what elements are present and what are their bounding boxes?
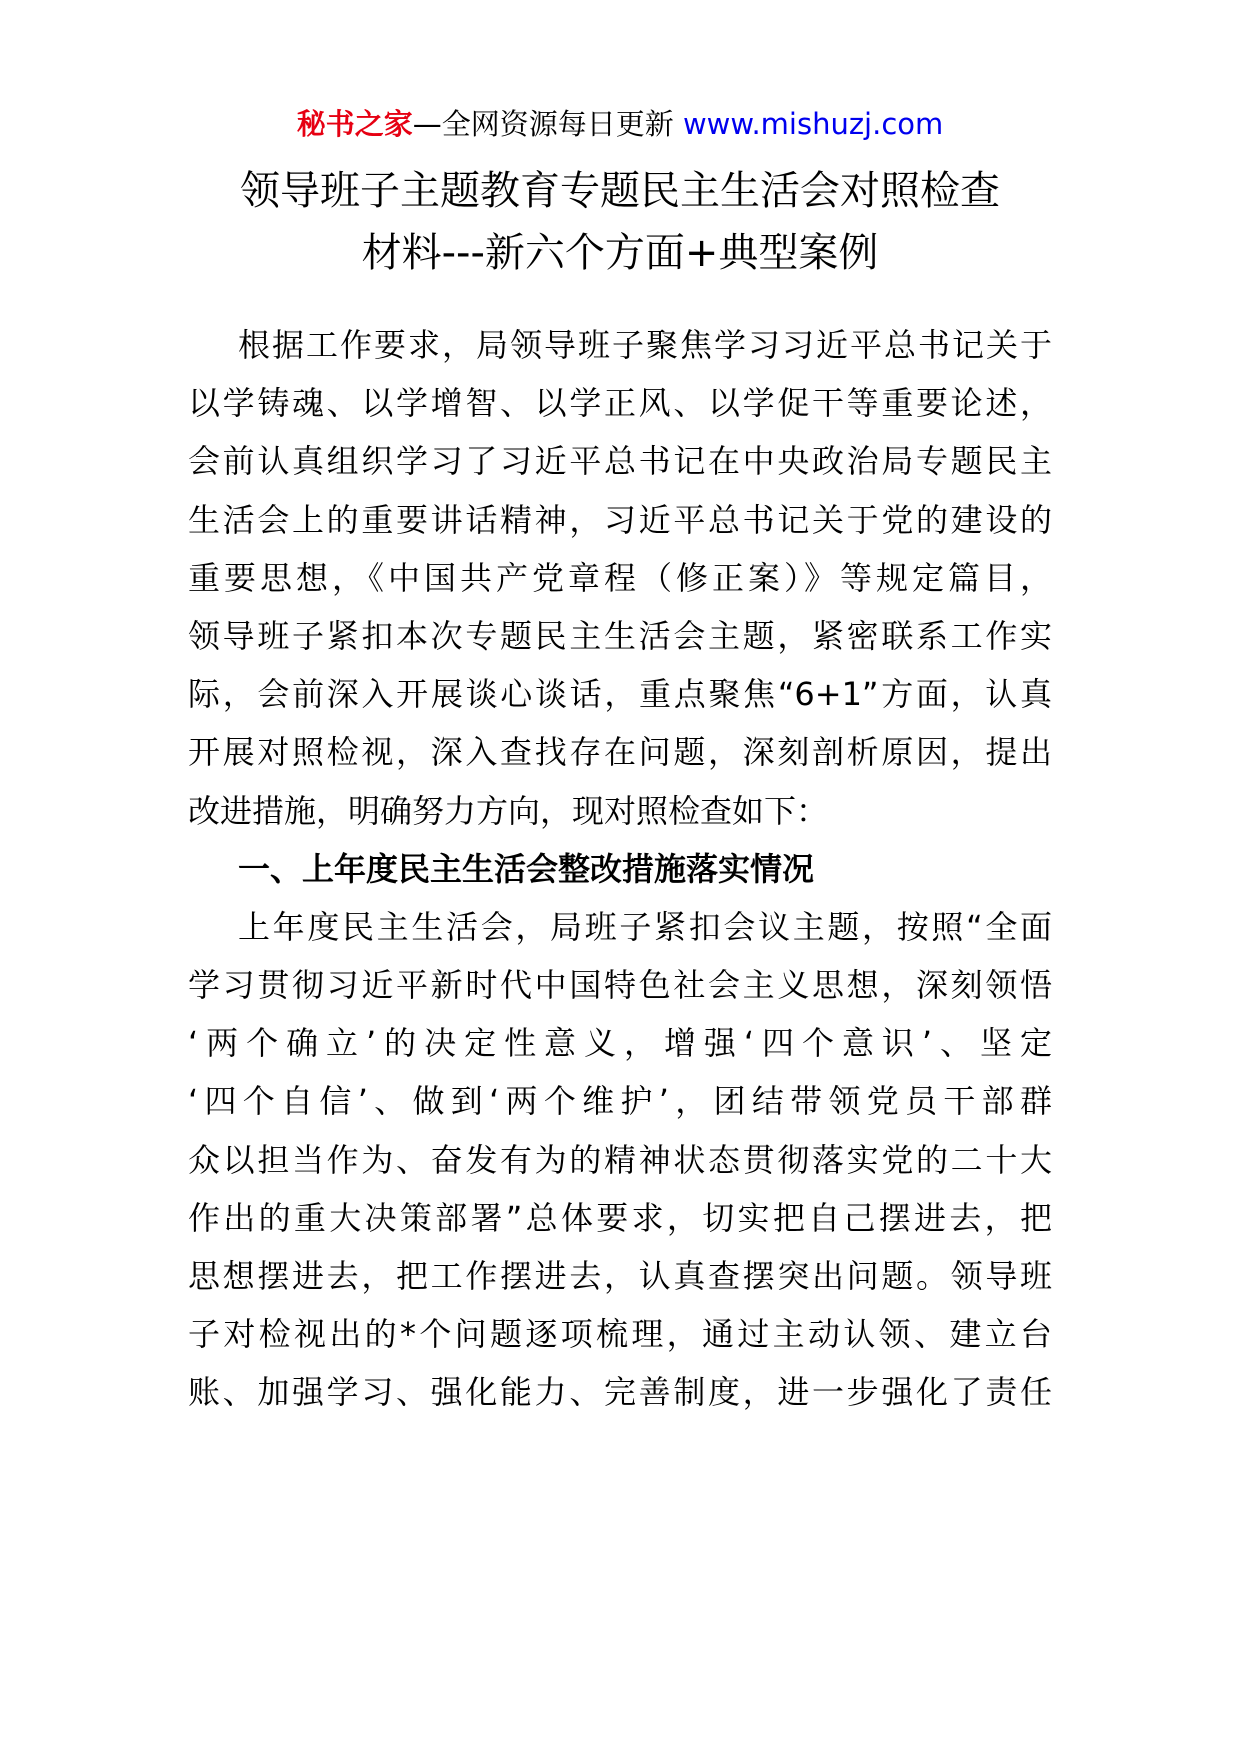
text-line: 上年度民主生活会，局班子紧扣会议主题，按照“全面 — [238, 907, 1052, 946]
text-line: 众以担当作为、奋发有为的精神状态贯彻落实党的二十大 — [188, 1140, 1052, 1179]
text-line: 际，会前深入开展谈心谈话，重点聚焦“6+1”方面，认真 — [188, 675, 1052, 714]
site-header — [0, 98, 1240, 150]
text-line: 子对检视出的*个问题逐项梳理，通过主动认领、建立台 — [188, 1315, 1052, 1354]
text-line: 领导班子紧扣本次专题民主生活会主题，紧密联系工作实 — [188, 616, 1052, 655]
text-line: 思想摆进去，把工作摆进去，认真查摆突出问题。领导班 — [188, 1257, 1052, 1295]
header-tagline: —全网资源每日更新 — [412, 107, 674, 141]
document-body — [188, 316, 1052, 1422]
text-line: 根据工作要求，局领导班子聚焦学习习近平总书记关于 — [238, 326, 1052, 364]
text-line: 改进措施，明确努力方向，现对照检查如下： — [188, 791, 829, 830]
text-line: ‘两个确立’的决定性意义，增强‘四个意识’、坚定 — [188, 1024, 1052, 1063]
text-line: 以学铸魂、以学增智、以学正风、以学促干等重要论述， — [188, 384, 1052, 423]
text-line: 开展对照检视，深入查找存在问题，深刻剖析原因，提出 — [188, 733, 1052, 772]
text-line: ‘四个自信’、做到‘两个维护’，团结带领党员干部群 — [188, 1082, 1052, 1121]
section-heading: 一、上年度民主生活会整改措施落实情况 — [238, 849, 815, 888]
paragraph-intro — [188, 316, 1052, 840]
paragraph-section1 — [188, 898, 1052, 1422]
text-line: 学习贯彻习近平新时代中国特色社会主义思想，深刻领悟 — [188, 966, 1052, 1005]
text-line: 账、加强学习、强化能力、完善制度，进一步强化了责任 — [188, 1373, 1052, 1412]
text-line: 生活会上的重要讲话精神，习近平总书记关于党的建设的 — [188, 500, 1052, 539]
title-line-1: 领导班子主题教育专题民主生活会对照检查 — [240, 168, 1000, 214]
text-line: 会前认真组织学习了习近平总书记在中央政治局专题民主 — [188, 442, 1052, 481]
text-line: 作出的重大决策部署”总体要求，切实把自己摆进去，把 — [188, 1198, 1052, 1237]
brand-name: 秘书之家 — [296, 107, 413, 141]
text-line: 重要思想，《中国共产党章程（修正案）》等规定篇目， — [188, 558, 1052, 597]
document-title — [186, 160, 1054, 284]
title-line-2: 材料---新六个方面+典型案例 — [361, 230, 879, 276]
site-url-link[interactable]: www.mishuzj.com — [682, 107, 944, 141]
